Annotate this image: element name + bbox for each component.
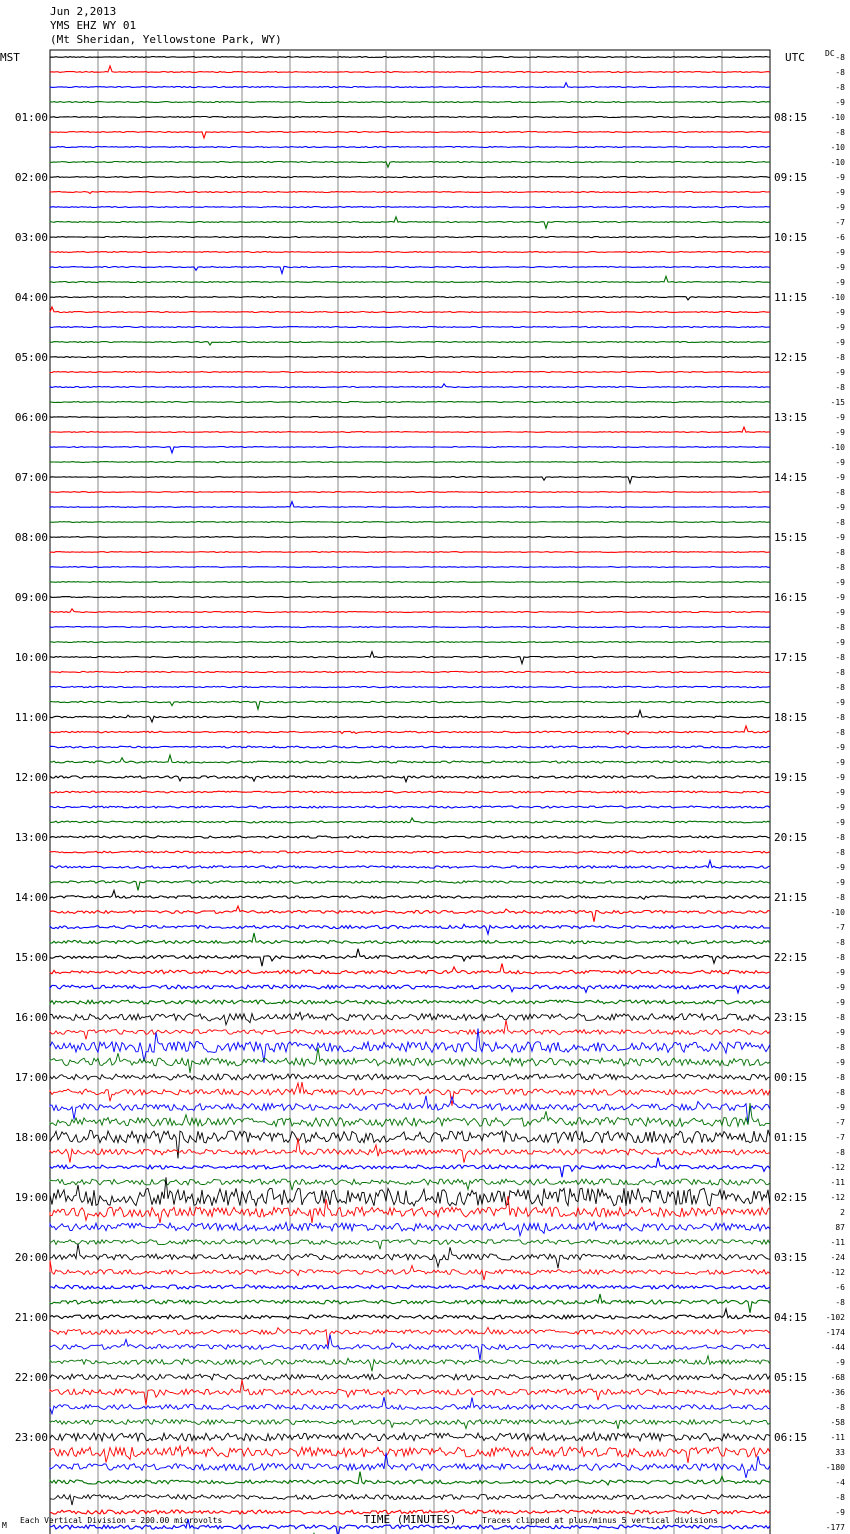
trace-row-40	[50, 642, 770, 643]
trace-row-6	[50, 132, 770, 139]
dc-offset-71: -9	[835, 1103, 845, 1112]
trace-row-70	[50, 1082, 770, 1106]
dc-offset-79: 87	[835, 1223, 845, 1232]
trace-row-47	[50, 746, 770, 748]
trace-row-4	[50, 102, 770, 103]
hour-label-utc: 16:15	[774, 591, 808, 604]
trace-row-27	[50, 447, 770, 453]
dc-offset-67: -8	[835, 1043, 845, 1052]
trace-row-85	[50, 1309, 770, 1319]
trace-row-10	[50, 192, 770, 194]
hour-label-utc: 21:15	[774, 891, 808, 904]
hour-label-utc: 11:15	[774, 291, 808, 304]
dc-offset-21: -8	[835, 353, 845, 362]
trace-row-68	[50, 1048, 770, 1074]
dc-offset-90: -36	[830, 1388, 845, 1397]
trace-row-30	[50, 492, 770, 493]
trace-row-1	[50, 57, 770, 58]
hour-label-utc: 01:15	[774, 1131, 808, 1144]
trace-row-84	[50, 1294, 770, 1313]
dc-offset-62: -9	[835, 968, 845, 977]
dc-offset-17: -10	[830, 293, 845, 302]
dc-offset-12: -7	[835, 218, 845, 227]
trace-row-45	[50, 710, 770, 722]
dc-offset-35: -8	[835, 563, 845, 572]
trace-row-74	[50, 1138, 770, 1163]
header-location: (Mt Sheridan, Yellowstone Park, WY)	[50, 33, 282, 46]
hour-label-mst: 20:00	[14, 1251, 48, 1264]
dc-offset-86: -174	[825, 1328, 845, 1337]
hour-label-mst: 06:00	[14, 411, 48, 424]
trace-row-18	[50, 307, 770, 313]
dc-offset-73: -7	[835, 1133, 845, 1142]
trace-row-75	[50, 1158, 770, 1178]
dc-offset-88: -9	[835, 1358, 845, 1367]
hour-label-utc: 06:15	[774, 1431, 808, 1444]
dc-offset-99: -177	[825, 1523, 845, 1532]
dc-offset-80: -11	[830, 1238, 845, 1247]
dc-offset-61: -8	[835, 953, 845, 962]
dc-offset-54: -8	[835, 848, 845, 857]
hour-label-utc: 04:15	[774, 1311, 808, 1324]
dc-offset-78: 2	[840, 1208, 845, 1217]
dc-offset-47: -9	[835, 743, 845, 752]
hour-label-utc: 20:15	[774, 831, 808, 844]
trace-row-16	[50, 276, 770, 282]
hour-label-mst: 10:00	[14, 651, 48, 664]
dc-offset-70: -8	[835, 1088, 845, 1097]
dc-offset-40: -9	[835, 638, 845, 647]
dc-offset-68: -9	[835, 1058, 845, 1067]
hour-label-mst: 08:00	[14, 531, 48, 544]
trace-row-67	[50, 1028, 770, 1062]
hour-label-utc: 09:15	[774, 171, 808, 184]
dc-offset-58: -10	[830, 908, 845, 917]
hour-label-utc: 13:15	[774, 411, 808, 424]
dc-offset-93: -11	[830, 1433, 845, 1442]
hour-label-mst: 03:00	[14, 231, 48, 244]
hour-label-utc: 12:15	[774, 351, 808, 364]
dc-offset-53: -8	[835, 833, 845, 842]
dc-offset-55: -9	[835, 863, 845, 872]
dc-offset-94: 33	[835, 1448, 845, 1457]
hour-label-mst: 18:00	[14, 1131, 48, 1144]
hour-label-mst: 22:00	[14, 1371, 48, 1384]
hour-label-mst: 17:00	[14, 1071, 48, 1084]
trace-row-36	[50, 582, 770, 583]
trace-row-21	[50, 357, 770, 358]
trace-row-83	[50, 1285, 770, 1289]
trace-row-32	[50, 522, 770, 523]
dc-offset-25: -9	[835, 413, 845, 422]
trace-row-58	[50, 906, 770, 922]
trace-row-82	[50, 1260, 770, 1280]
hour-label-mst: 19:00	[14, 1191, 48, 1204]
left-timezone: MST	[0, 51, 20, 64]
trace-row-77	[50, 1177, 770, 1206]
dc-offset-31: -9	[835, 503, 845, 512]
trace-row-78	[50, 1196, 770, 1223]
dc-offset-38: -9	[835, 608, 845, 617]
trace-row-60	[50, 933, 770, 944]
trace-row-94	[50, 1446, 770, 1463]
dc-offset-7: -10	[830, 143, 845, 152]
dc-offset-2: -8	[835, 68, 845, 77]
dc-offset-43: -8	[835, 683, 845, 692]
trace-row-23	[50, 384, 770, 388]
trace-row-57	[50, 890, 770, 899]
dc-offset-36: -9	[835, 578, 845, 587]
trace-row-92	[50, 1420, 770, 1429]
trace-row-52	[50, 818, 770, 823]
dc-offset-8: -10	[830, 158, 845, 167]
trace-row-89	[50, 1374, 770, 1380]
dc-offset-83: -6	[835, 1283, 845, 1292]
dc-offset-72: -7	[835, 1118, 845, 1127]
hour-label-utc: 02:15	[774, 1191, 808, 1204]
hour-label-mst: 09:00	[14, 591, 48, 604]
clip-note: Traces clipped at plus/minus 5 vertical divisions	[482, 1516, 719, 1525]
dc-offset-39: -8	[835, 623, 845, 632]
corner-mark: M	[2, 1521, 7, 1530]
trace-row-53	[50, 836, 770, 838]
dc-offset-3: -8	[835, 83, 845, 92]
dc-offset-45: -8	[835, 713, 845, 722]
hour-label-mst: 04:00	[14, 291, 48, 304]
trace-row-59	[50, 924, 770, 934]
dc-offset-98: -9	[835, 1508, 845, 1517]
dc-offset-23: -8	[835, 383, 845, 392]
dc-offset-10: -9	[835, 188, 845, 197]
hour-label-mst: 02:00	[14, 171, 48, 184]
trace-row-37	[50, 597, 770, 598]
trace-row-96	[50, 1472, 770, 1485]
trace-row-26	[50, 427, 770, 432]
dc-offset-57: -8	[835, 893, 845, 902]
trace-row-15	[50, 267, 770, 274]
trace-row-38	[50, 609, 770, 613]
trace-row-31	[50, 502, 770, 508]
hour-label-utc: 17:15	[774, 651, 808, 664]
dc-offset-26: -9	[835, 428, 845, 437]
hour-label-utc: 19:15	[774, 771, 808, 784]
trace-row-56	[50, 881, 770, 891]
hour-label-mst: 14:00	[14, 891, 48, 904]
dc-offset-19: -9	[835, 323, 845, 332]
trace-row-86	[50, 1327, 770, 1346]
dc-offset-97: -8	[835, 1493, 845, 1502]
trace-row-91	[50, 1397, 770, 1414]
dc-offset-51: -9	[835, 803, 845, 812]
trace-row-93	[50, 1432, 770, 1441]
trace-row-64	[50, 1000, 770, 1004]
dc-offset-76: -11	[830, 1178, 845, 1187]
trace-row-13	[50, 237, 770, 238]
dc-offset-75: -12	[830, 1163, 845, 1172]
dc-offset-89: -68	[830, 1373, 845, 1382]
trace-row-7	[50, 147, 770, 148]
trace-row-29	[50, 477, 770, 484]
trace-row-50	[50, 791, 770, 793]
trace-row-39	[50, 627, 770, 628]
dc-offset-65: -8	[835, 1013, 845, 1022]
dc-offset-66: -9	[835, 1028, 845, 1037]
trace-row-3	[50, 83, 770, 88]
dc-offset-63: -9	[835, 983, 845, 992]
trace-row-24	[50, 402, 770, 403]
trace-row-9	[50, 177, 770, 178]
hour-label-mst: 21:00	[14, 1311, 48, 1324]
trace-row-44	[50, 701, 770, 709]
trace-row-28	[50, 462, 770, 463]
trace-row-90	[50, 1380, 770, 1406]
hour-label-mst: 05:00	[14, 351, 48, 364]
trace-row-80	[50, 1240, 770, 1250]
trace-row-63	[50, 985, 770, 993]
hour-label-utc: 15:15	[774, 531, 808, 544]
trace-row-46	[50, 726, 770, 734]
dc-offset-20: -9	[835, 338, 845, 347]
dc-offset-18: -9	[835, 308, 845, 317]
dc-offset-69: -8	[835, 1073, 845, 1082]
dc-offset-28: -9	[835, 458, 845, 467]
trace-row-34	[50, 552, 770, 553]
hour-label-utc: 03:15	[774, 1251, 808, 1264]
trace-row-25	[50, 417, 770, 418]
trace-row-55	[50, 861, 770, 869]
dc-offset-4: -9	[835, 98, 845, 107]
trace-row-79	[50, 1222, 770, 1236]
dc-offset-48: -9	[835, 758, 845, 767]
trace-row-51	[50, 806, 770, 808]
dc-offset-82: -12	[830, 1268, 845, 1277]
dc-offset-74: -8	[835, 1148, 845, 1157]
dc-offset-13: -6	[835, 233, 845, 242]
hour-label-mst: 16:00	[14, 1011, 48, 1024]
dc-offset-46: -8	[835, 728, 845, 737]
dc-offset-81: -24	[830, 1253, 845, 1262]
dc-offset-37: -9	[835, 593, 845, 602]
dc-offset-44: -9	[835, 698, 845, 707]
trace-row-66	[50, 1020, 770, 1039]
hour-label-mst: 07:00	[14, 471, 48, 484]
dc-offset-41: -8	[835, 653, 845, 662]
trace-row-81	[50, 1244, 770, 1269]
trace-row-48	[50, 755, 770, 763]
hour-label-utc: 18:15	[774, 711, 808, 724]
dc-offset-87: -44	[830, 1343, 845, 1352]
hour-label-mst: 12:00	[14, 771, 48, 784]
trace-row-62	[50, 964, 770, 974]
dc-offset-16: -9	[835, 278, 845, 287]
trace-row-72	[50, 1103, 770, 1126]
scale-note: Each Vertical Division = 200.00 microvolts	[20, 1516, 223, 1525]
trace-row-5	[50, 117, 770, 118]
dc-offset-33: -9	[835, 533, 845, 542]
dc-label: DC	[825, 49, 835, 58]
dc-offset-15: -9	[835, 263, 845, 272]
dc-offset-92: -58	[830, 1418, 845, 1427]
dc-offset-96: -4	[835, 1478, 845, 1487]
dc-offset-42: -8	[835, 668, 845, 677]
dc-offset-32: -8	[835, 518, 845, 527]
dc-offset-84: -8	[835, 1298, 845, 1307]
dc-offset-30: -8	[835, 488, 845, 497]
dc-offset-29: -9	[835, 473, 845, 482]
dc-offset-95: -180	[825, 1463, 845, 1472]
hour-label-mst: 11:00	[14, 711, 48, 724]
dc-offset-34: -8	[835, 548, 845, 557]
header-date: Jun 2,2013	[50, 5, 117, 18]
trace-row-2	[50, 66, 770, 73]
trace-row-14	[50, 252, 770, 253]
dc-offset-49: -9	[835, 773, 845, 782]
dc-offset-24: -15	[830, 398, 845, 407]
trace-row-33	[50, 537, 770, 538]
hour-label-utc: 08:15	[774, 111, 808, 124]
trace-row-76	[50, 1179, 770, 1190]
dc-offset-22: -9	[835, 368, 845, 377]
dc-offset-60: -8	[835, 938, 845, 947]
dc-offset-59: -7	[835, 923, 845, 932]
trace-row-49	[50, 776, 770, 782]
trace-row-35	[50, 567, 770, 568]
dc-offset-64: -9	[835, 998, 845, 1007]
trace-row-61	[50, 949, 770, 967]
trace-row-65	[50, 1012, 770, 1025]
dc-offset-5: -10	[830, 113, 845, 122]
dc-offset-85: -102	[825, 1313, 845, 1322]
trace-row-42	[50, 671, 770, 672]
dc-offset-77: -12	[830, 1193, 845, 1202]
trace-row-20	[50, 342, 770, 346]
trace-row-69	[50, 1074, 770, 1080]
trace-row-88	[50, 1356, 770, 1372]
trace-row-43	[50, 686, 770, 687]
dc-offset-9: -9	[835, 173, 845, 182]
trace-row-87	[50, 1334, 770, 1360]
hour-label-mst: 15:00	[14, 951, 48, 964]
hour-label-utc: 14:15	[774, 471, 808, 484]
dc-offset-11: -9	[835, 203, 845, 212]
hour-label-utc: 00:15	[774, 1071, 808, 1084]
trace-row-22	[50, 372, 770, 373]
trace-row-8	[50, 162, 770, 168]
x-axis-label: TIME (MINUTES)	[363, 1513, 457, 1526]
dc-offset-1: -8	[835, 53, 845, 62]
dc-offset-56: -9	[835, 878, 845, 887]
hour-label-utc: 22:15	[774, 951, 808, 964]
dc-offset-52: -9	[835, 818, 845, 827]
trace-row-54	[50, 851, 770, 853]
right-timezone: UTC	[785, 51, 805, 64]
trace-row-11	[50, 207, 770, 208]
dc-offset-27: -10	[830, 443, 845, 452]
header-station: YMS EHZ WY 01	[50, 19, 137, 32]
seismic-traces	[50, 57, 770, 1534]
trace-row-17	[50, 297, 770, 300]
hour-label-utc: 23:15	[774, 1011, 808, 1024]
dc-offset-14: -9	[835, 248, 845, 257]
dc-offset-6: -8	[835, 128, 845, 137]
trace-row-95	[50, 1453, 770, 1478]
hour-label-utc: 10:15	[774, 231, 808, 244]
trace-row-97	[50, 1495, 770, 1506]
dc-offset-91: -8	[835, 1403, 845, 1412]
dc-offset-50: -9	[835, 788, 845, 797]
hour-label-mst: 01:00	[14, 111, 48, 124]
trace-row-41	[50, 652, 770, 664]
trace-row-12	[50, 217, 770, 228]
hour-label-utc: 05:15	[774, 1371, 808, 1384]
hour-label-mst: 23:00	[14, 1431, 48, 1444]
trace-row-19	[50, 327, 770, 328]
hour-label-mst: 13:00	[14, 831, 48, 844]
